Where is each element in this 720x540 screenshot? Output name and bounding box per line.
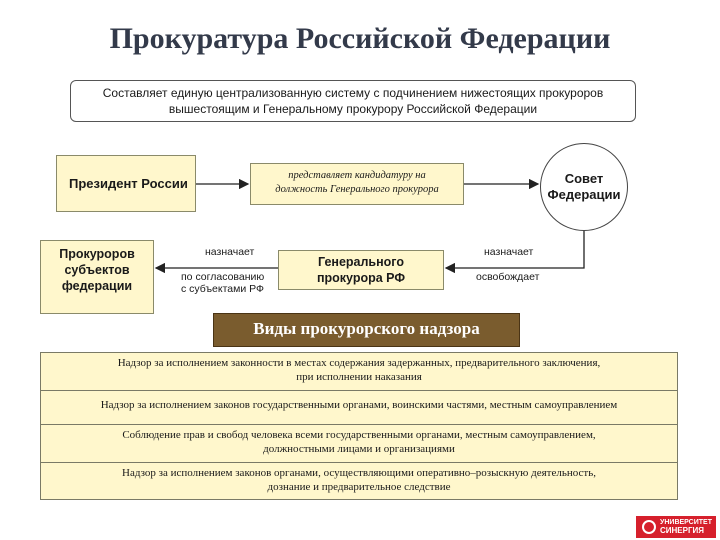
prosecutors-line-3: федерации [61,279,133,293]
supervision-type-text: при исполнении наказания [296,371,422,383]
system-description-line-1: Составляет единую централизованную систему с подчинением нижестоящих прокуроров [102,86,604,100]
supervision-types-table [40,352,678,500]
university-logo [636,516,716,538]
logo-mark-icon [642,520,656,534]
general-prosecutor-box [278,250,444,290]
proposal-line-2: должность Генерального прокурора [275,184,439,195]
page-title: Прокуратура Российской Федерации [109,22,611,55]
gp-line-2: прокурора РФ [316,271,406,285]
supervision-type-row [41,391,677,425]
regional-prosecutors-box [40,240,154,314]
supervision-type-row [41,425,677,463]
system-description-line-2: вышестоящим и Генеральному прокурору Российской Федерации [168,102,538,116]
supervision-type-text: Надзор за исполнением законности в местах содержания задержанных, предварительного заключения, [117,357,601,369]
prosecutors-line-1: Прокуроров [59,247,135,261]
left-appoints-label: назначает [205,246,255,258]
supervision-type-text: дознание и предварительное следствие [267,481,451,493]
prosecutors-line-2: субъектов [64,263,130,277]
council-line-1: Совет [564,171,604,186]
agreement-line-2: с субъектами РФ [181,283,264,295]
agreement-line-1: по согласованию [181,271,265,283]
supervision-type-row [41,353,677,391]
president-box: Президент России [56,155,196,212]
right-appoints-label: назначает [484,246,534,258]
supervision-types-header: Виды прокурорского надзора [213,313,520,347]
federation-council-circle [540,143,628,231]
supervision-type-text: Надзор за исполнением законов органами, осуществляющими оперативно–розыскную деятельность, [122,467,596,479]
left-agreement-label [181,271,264,295]
logo-line-2: СИНЕРГИЯ [660,526,705,535]
supervision-type-text: Надзор за исполнением законов государственными органами, воинскими частями, местным самоуправлением [100,399,618,411]
supervision-type-text: Соблюдение прав и свобод человека всеми государственными органами, местным самоуправлением, [122,429,596,441]
logo-line-1: УНИВЕРСИТЕТ [660,519,712,526]
right-dismisses-label: освобождает [476,271,540,283]
supervision-type-text: должностными лицами и организациями [263,443,455,455]
supervision-type-row [41,463,677,499]
gp-line-1: Генерального [318,255,404,269]
proposal-line-1: представляет кандидатуру на [288,170,426,181]
proposal-box [250,163,464,205]
council-line-2: Федерации [547,187,621,202]
